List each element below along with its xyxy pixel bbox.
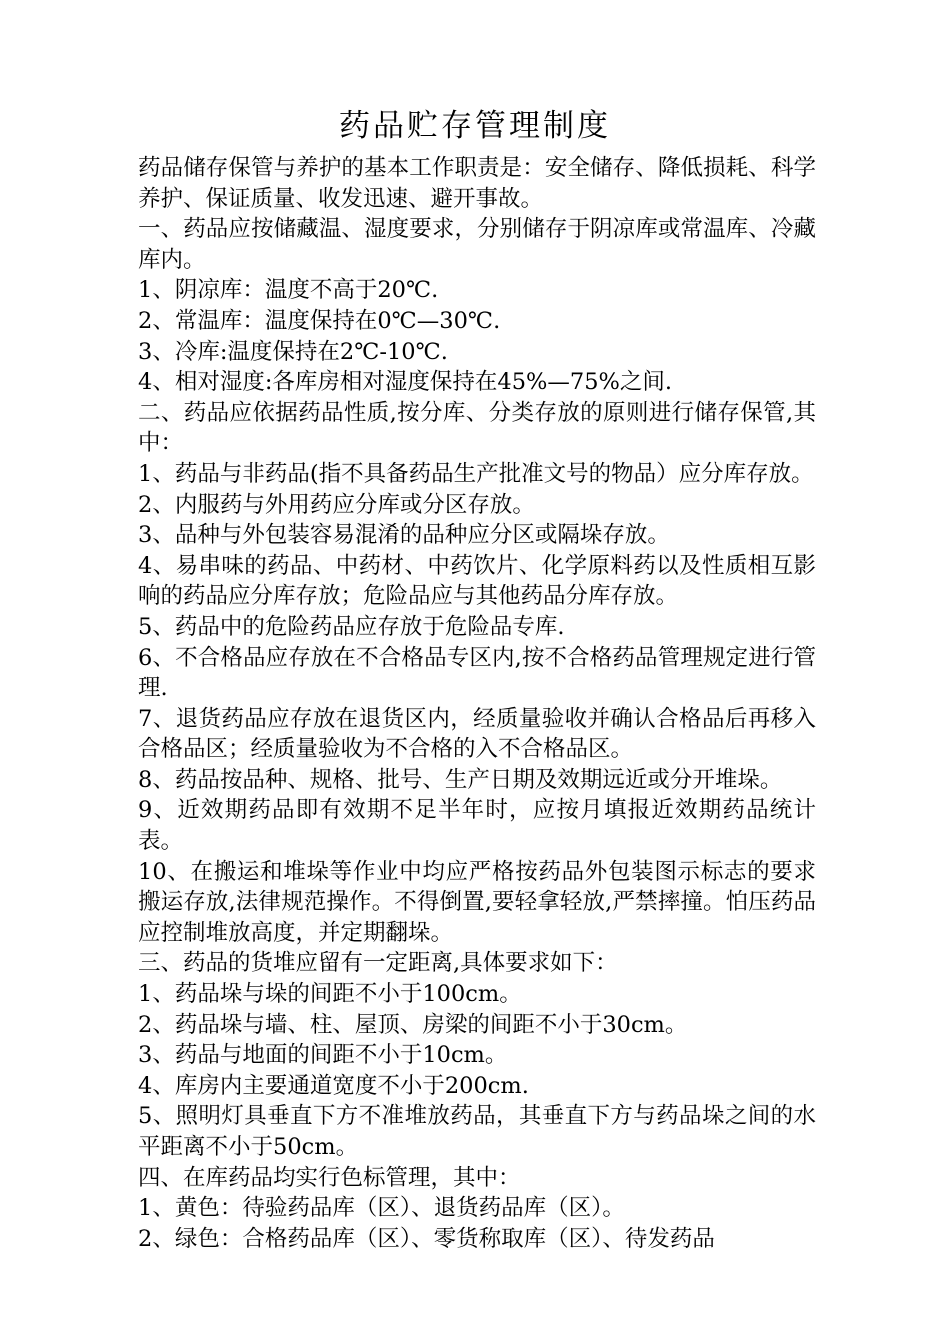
list-item: 3、药品与地面的间距不小于10cm。 (138, 1042, 508, 1069)
list-item: 4、相对湿度:各库房相对湿度保持在45%—75%之间. (138, 369, 673, 396)
section-2-heading: 二、药品应依据药品性质,按分库、分类存放的原则进行储存保管,其中： (138, 399, 816, 457)
list-item: 1、黄色：待验药品库（区）、退货药品库（区）。 (138, 1195, 625, 1222)
list-item: 1、药品与非药品(指不具备药品生产批准文号的物品）应分库存放。 (138, 460, 814, 487)
section-4-heading: 四、在库药品均实行色标管理，其中： (138, 1164, 521, 1191)
document-title: 药品贮存管理制度 (339, 108, 611, 144)
section-3-heading: 三、药品的货堆应留有一定距离,具体要求如下： (138, 950, 618, 977)
list-item: 9、近效期药品即有效期不足半年时，应按月填报近效期药品统计表。 (138, 797, 816, 855)
list-item: 10、在搬运和堆垛等作业中均应严格按药品外包装图示标志的要求搬运存放,法律规范操作。不得倒置,要轻拿轻放,严禁摔撞。怕压药品应控制堆放高度，并定期翻垛。 (138, 858, 816, 946)
list-item: 8、药品按品种、规格、批号、生产日期及效期远近或分开堆垛。 (138, 766, 783, 793)
list-item: 7、退货药品应存放在退货区内，经质量验收并确认合格品后再移入合格品区；经质量验收为不合格的入不合格品区。 (138, 705, 816, 763)
list-item: 6、不合格品应存放在不合格品专区内,按不合格药品管理规定进行管理. (138, 644, 816, 702)
list-item: 5、照明灯具垂直下方不准堆放药品，其垂直下方与药品垛之间的水平距离不小于50cm。 (138, 1103, 816, 1160)
list-item: 3、冷库:温度保持在2℃-10℃. (138, 338, 448, 365)
section-1-heading: 一、药品应按储藏温、湿度要求，分别储存于阴凉库或常温库、冷藏库内。 (138, 216, 816, 273)
list-item: 4、库房内主要通道宽度不小于200cm. (138, 1072, 529, 1099)
list-item: 1、药品垛与垛的间距不小于100cm。 (138, 981, 522, 1008)
document-body (138, 153, 816, 1254)
list-item: 2、内服药与外用药应分库或分区存放。 (138, 491, 535, 518)
list-item: 5、药品中的危险药品应存放于危险品专库. (138, 613, 565, 640)
list-item: 3、品种与外包装容易混淆的品种应分区或隔垛存放。 (138, 522, 670, 549)
paragraph-intro: 药品储存保管与养护的基本工作职责是：安全储存、降低损耗、科学养护、保证质量、收发迅速、避开事故。 (138, 155, 816, 212)
list-item: 2、药品垛与墙、柱、屋顶、房梁的间距不小于30cm。 (138, 1011, 688, 1038)
list-item: 2、绿色：合格药品库（区）、零货称取库（区）、待发药品 (138, 1225, 715, 1252)
list-item: 4、易串味的药品、中药材、中药饮片、化学原料药以及性质相互影响的药品应分库存放；危险品应与其他药品分库存放。 (138, 552, 816, 610)
list-item: 2、常温库：温度保持在0℃—30℃. (138, 307, 501, 334)
list-item: 1、阴凉库：温度不高于20℃. (138, 277, 439, 304)
